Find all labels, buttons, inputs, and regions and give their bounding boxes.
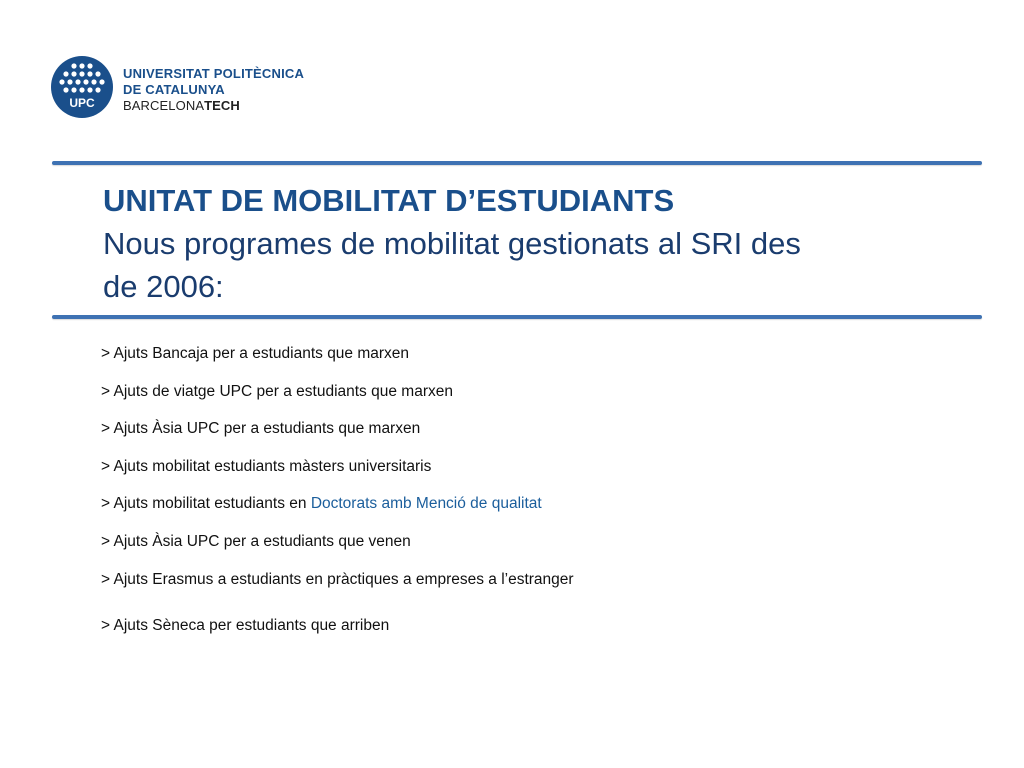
list-item: [101, 533, 411, 551]
list-item: [101, 420, 420, 438]
list-item-text: > Ajuts Bancaja per a estudiants que marxen: [101, 345, 410, 362]
page-subtitle: Nous programes de mobilitat gestionats al SRI des de 2006:: [103, 226, 801, 304]
university-name-line3: [123, 98, 304, 114]
page-title: UNITAT DE MOBILITAT D’ESTUDIANTS: [103, 183, 675, 218]
logo-mark-text: UPC: [69, 96, 95, 110]
list-item-text: > Ajuts Sèneca per estudiants que arriben: [101, 617, 390, 634]
university-name-line1: UNIVERSITAT POLITÈCNICA: [123, 66, 305, 81]
tech-text: TECH: [204, 98, 240, 113]
list-item: [101, 617, 389, 635]
list-item: [101, 458, 431, 476]
upc-logo-icon: [51, 56, 113, 118]
list-item: [101, 345, 409, 363]
list-item-text: > Ajuts de viatge UPC per a estudiants que marxen: [101, 383, 453, 400]
list-item-text: > Ajuts mobilitat estudiants màsters universitaris: [101, 458, 432, 475]
bottom-divider: [52, 315, 982, 319]
university-name-line2: DE CATALUNYA: [123, 82, 225, 97]
list-item-text: > Ajuts Erasmus a estudiants en pràctiques a empreses a l’estranger: [101, 571, 574, 588]
university-name: [123, 66, 304, 114]
barcelona-text: BARCELONA: [123, 98, 205, 113]
top-divider: [52, 161, 982, 165]
doctorats-link[interactable]: Doctorats amb Menció de qualitat: [310, 495, 542, 512]
list-item-text: > Ajuts Àsia UPC per a estudiants que venen: [101, 533, 411, 550]
list-item: [101, 571, 574, 589]
list-item-text: > Ajuts Àsia UPC per a estudiants que marxen: [101, 420, 421, 437]
list-item: [101, 495, 542, 513]
list-item-text: > Ajuts mobilitat estudiants en: [101, 495, 311, 512]
list-item: [101, 383, 453, 401]
